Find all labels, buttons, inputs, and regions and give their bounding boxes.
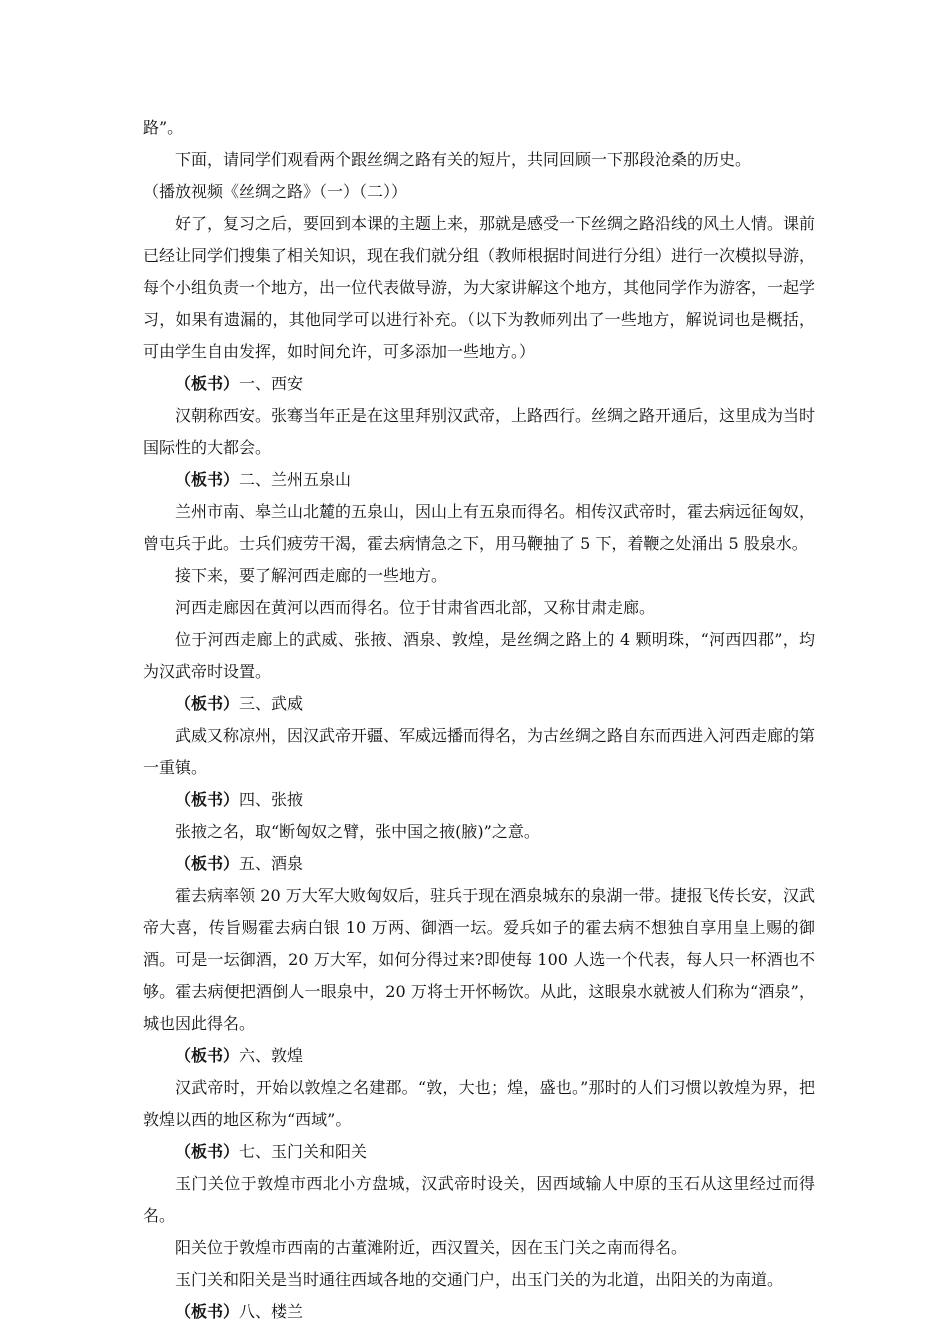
paragraph: 位于河西走廊上的武威、张掖、酒泉、敦煌，是丝绸之路上的 4 颗明珠，“河西四郡”，均为汉武帝时设置。 [143, 630, 815, 681]
section-title: 二、兰州五泉山 [239, 470, 352, 489]
board-tag: （板书） [175, 1302, 240, 1321]
paragraph: 武威又称凉州，因汉武帝开疆、军威远播而得名，为古丝绸之路自东而西进入河西走廊的第一重镇。 [143, 726, 816, 777]
paragraph: 玉门关位于敦煌市西北小方盘城，汉武帝时设关，因西域输人中原的玉石从这里经过而得名。 [143, 1174, 815, 1225]
board-tag: （板书） [175, 1046, 240, 1065]
section-title: 三、武威 [239, 694, 304, 713]
paragraph: 阳关位于敦煌市西南的古董滩附近，西汉置关，因在玉门关之南而得名。 [175, 1238, 688, 1257]
section-title: 八、楼兰 [239, 1302, 304, 1321]
paragraph: 路”。 [143, 118, 184, 137]
section-heading [143, 1040, 815, 1072]
section-heading [143, 1296, 815, 1328]
board-tag: （板书） [175, 1142, 240, 1161]
paragraph: 兰州市南、皋兰山北麓的五泉山，因山上有五泉而得名。相传汉武帝时，霍去病远征匈奴，曾屯兵于此。士兵们疲劳干渴，霍去病情急之下，用马鞭抽了 5 下，着鞭之处涌出 5 股泉水。 [143, 502, 816, 553]
board-tag: （板书） [175, 854, 240, 873]
paragraph: 好了，复习之后，要回到本课的主题上来，那就是感受一下丝绸之路沿线的风土人情。课前已经让同学们搜集了相关知识，现在我们就分组（教师根据时间进行分组）进行一次模拟导游，每个小组负责一个地方，出一位代表做导游，为大家讲解这个地方，其他同学作为游客，一起学习，如果有遗漏的，其他同学可以进行补充。（以下为教师列出了一些地方，解说词也是概括，可由学生自由发挥，如时间允许，可多添加一些地方。） [143, 214, 816, 361]
section-title: 六、敦煌 [239, 1046, 304, 1065]
document-body [143, 112, 815, 1328]
section-title: 五、酒泉 [239, 854, 304, 873]
paragraph: 霍去病率领 20 万大军大败匈奴后，驻兵于现在酒泉城东的泉湖一带。捷报飞传长安，汉武帝大喜，传旨赐霍去病白银 10 万两、御酒一坛。爱兵如子的霍去病不想独自享用皇上赐的御酒。可是一坛御酒，20 万大军，如何分得过来?即使每 100 人选一个代表，每人只一杯酒也不够。霍去病便把酒倒人一眼泉中，20 万将士开怀畅饮。从此，这眼泉水就被人们称为“酒泉”，城也因此得名。 [143, 886, 815, 1033]
paragraph: 张掖之名，取“断匈奴之臂，张中国之掖(腋)”之意。 [175, 822, 540, 841]
section-heading [143, 688, 815, 720]
paragraph: （播放视频《丝绸之路》（一）（二）） [143, 182, 408, 201]
board-tag: （板书） [175, 694, 240, 713]
paragraph: 汉武帝时，开始以敦煌之名建郡。“敦，大也；煌，盛也。”那时的人们习惯以敦煌为界，把敦煌以西的地区称为“西域”。 [143, 1078, 815, 1129]
section-title: 七、玉门关和阳关 [239, 1142, 368, 1161]
paragraph: 河西走廊因在黄河以西而得名。位于甘肃省西北部，又称甘肃走廊。 [175, 598, 656, 617]
section-heading [143, 368, 815, 400]
paragraph: 下面，请同学们观看两个跟丝绸之路有关的短片，共同回顾一下那段沧桑的历史。 [175, 150, 752, 169]
section-title: 一、西安 [239, 374, 304, 393]
section-heading [143, 848, 815, 880]
section-heading [143, 1136, 815, 1168]
board-tag: （板书） [175, 470, 240, 489]
paragraph: 玉门关和阳关是当时通往西域各地的交通门户，出玉门关的为北道，出阳关的为南道。 [175, 1270, 784, 1289]
section-heading [143, 464, 815, 496]
board-tag: （板书） [175, 790, 240, 809]
paragraph: 接下来，要了解河西走廊的一些地方。 [175, 566, 448, 585]
section-heading [143, 784, 815, 816]
paragraph: 汉朝称西安。张骞当年正是在这里拜别汉武帝，上路西行。丝绸之路开通后，这里成为当时国际性的大都会。 [143, 406, 816, 457]
board-tag: （板书） [175, 374, 240, 393]
section-title: 四、张掖 [239, 790, 304, 809]
